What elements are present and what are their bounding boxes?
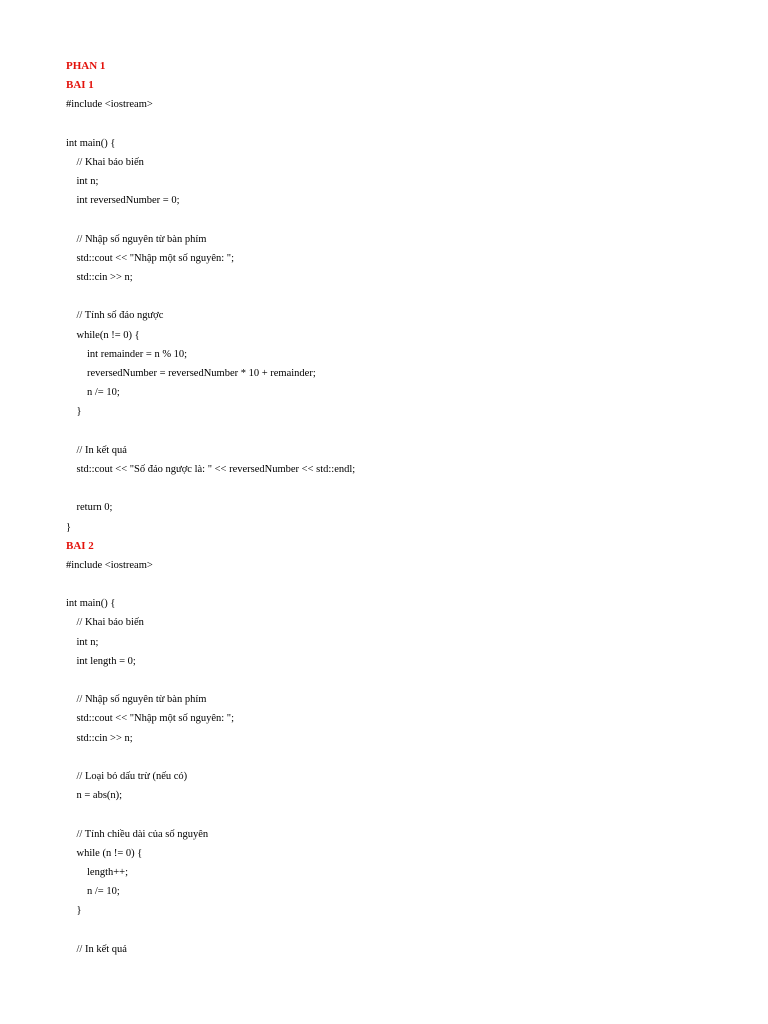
blank-line bbox=[66, 575, 746, 594]
code-line: int main() { bbox=[66, 598, 116, 610]
code-line: int n; bbox=[76, 176, 99, 188]
code-line: #include <iostream> bbox=[66, 559, 153, 571]
code-line: int reversedNumber = 0; bbox=[76, 195, 180, 207]
code-line: int n; bbox=[76, 636, 99, 648]
code-line: n /= 10; bbox=[87, 387, 120, 399]
blank-line bbox=[66, 422, 746, 441]
code-line: int main() { bbox=[66, 137, 116, 149]
code-line: } bbox=[76, 406, 82, 418]
document-page bbox=[66, 57, 746, 959]
code-line: } bbox=[66, 521, 72, 533]
section-heading: BAI 2 bbox=[66, 539, 94, 552]
code-line: while(n != 0) { bbox=[76, 329, 140, 341]
code-line: int length = 0; bbox=[76, 655, 136, 667]
blank-line bbox=[66, 748, 746, 767]
code-line: reversedNumber = reversedNumber * 10 + remainder; bbox=[87, 368, 316, 379]
code-line: // Tính số đảo ngược bbox=[76, 310, 164, 322]
blank-line bbox=[66, 287, 746, 306]
code-line: // Loại bỏ dấu trừ (nếu có) bbox=[76, 770, 188, 782]
blank-line bbox=[66, 479, 746, 498]
code-line: return 0; bbox=[76, 502, 113, 514]
blank-line bbox=[66, 805, 746, 824]
code-line: std::cout << "Nhập một số nguyên: "; bbox=[76, 252, 234, 264]
blank-line bbox=[66, 920, 746, 939]
code-line: // In kết quả bbox=[76, 444, 127, 456]
code-line: // Nhập số nguyên từ bàn phím bbox=[76, 233, 207, 245]
code-line: std::cout << "Nhập một số nguyên: "; bbox=[76, 713, 234, 725]
code-line: length++; bbox=[87, 866, 129, 878]
blank-line bbox=[66, 211, 746, 230]
section-heading: BAI 1 bbox=[66, 79, 94, 92]
code-line: std::cin >> n; bbox=[76, 732, 133, 744]
code-line: #include <iostream> bbox=[66, 99, 153, 111]
code-line: std::cin >> n; bbox=[76, 272, 133, 284]
code-line: } bbox=[76, 905, 82, 917]
code-line: n /= 10; bbox=[87, 886, 120, 898]
code-line: int remainder = n % 10; bbox=[87, 348, 188, 360]
blank-line bbox=[66, 671, 746, 690]
code-line: // Tính chiều dài của số nguyên bbox=[76, 828, 209, 840]
code-line: n = abs(n); bbox=[76, 790, 123, 802]
code-line: // Nhập số nguyên từ bàn phím bbox=[76, 694, 207, 706]
section-heading: PHAN 1 bbox=[66, 60, 106, 72]
code-line: while (n != 0) { bbox=[76, 847, 143, 859]
code-line: // In kết quả bbox=[76, 943, 127, 955]
code-line: // Khai báo biến bbox=[76, 156, 144, 168]
blank-line bbox=[66, 115, 746, 134]
code-line: std::cout << "Số đảo ngược là: " << reversedNumber << std::endl; bbox=[76, 463, 356, 475]
code-line: // Khai báo biến bbox=[76, 617, 144, 629]
